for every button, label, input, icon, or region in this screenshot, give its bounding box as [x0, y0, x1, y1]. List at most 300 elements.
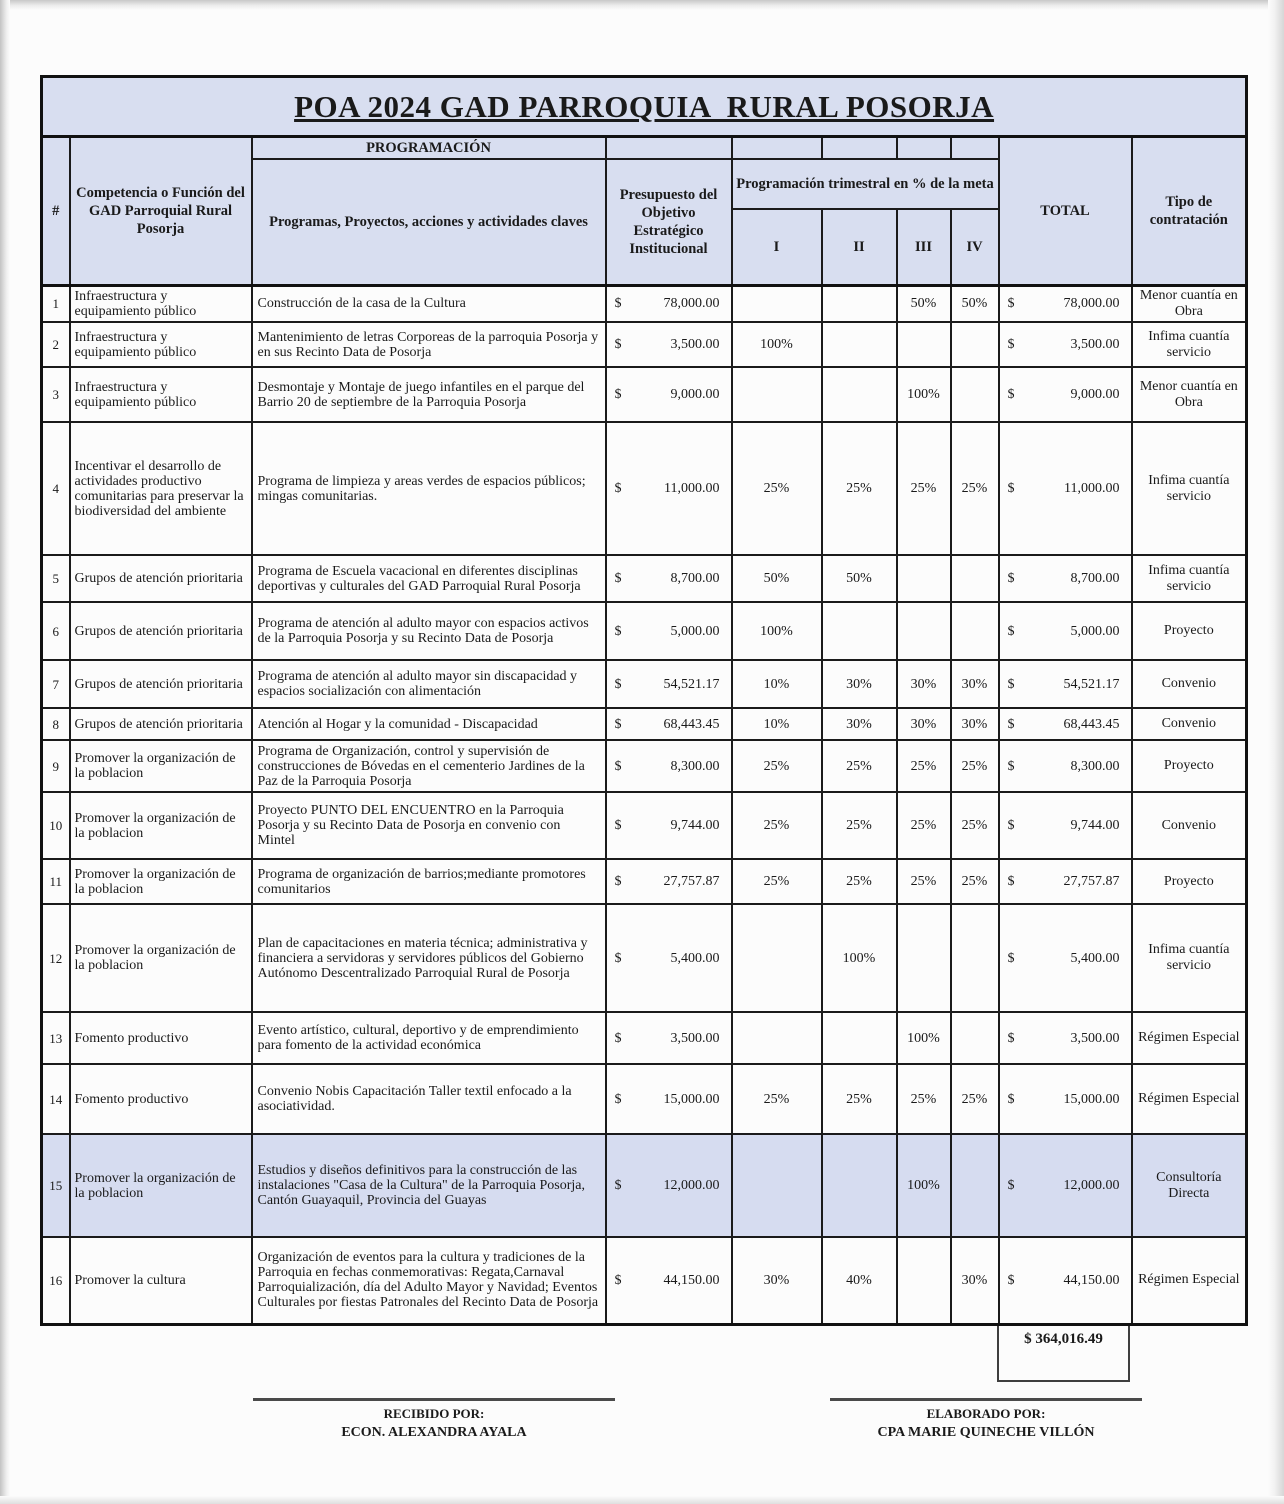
header-spacer-q1: [732, 137, 822, 160]
currency-symbol: $: [1007, 676, 1015, 692]
q4-cell: [951, 555, 999, 602]
table-row: [42, 1237, 1247, 1324]
descripcion-cell-text: Atención al Hogar y la comunidad - Discapacidad: [257, 716, 538, 732]
currency-symbol: $: [1007, 1091, 1015, 1107]
header-row-top: [42, 137, 1247, 160]
row-num: 3: [42, 367, 70, 422]
q2-cell: 25%: [822, 740, 897, 792]
table-row: [42, 555, 1247, 602]
q3-cell: [897, 1237, 951, 1324]
amount-value: 8,300.00: [1070, 758, 1120, 774]
row-num: 1: [42, 285, 70, 322]
amount-value: 5,000.00: [1070, 623, 1120, 639]
table-row: [42, 602, 1247, 660]
descripcion-cell-text: Programa de atención al adulto mayor sin discapacidad y espacios socialización con alimentación: [257, 669, 578, 700]
col-header-num: #: [42, 137, 70, 286]
competencia-cell: [70, 422, 252, 555]
q1-cell: 10%: [732, 660, 822, 708]
currency-symbol: $: [1007, 1030, 1015, 1046]
descripcion-cell-text: Programa de Escuela vacacional en diferentes disciplinas deportivas y culturales del GAD Parroquial Rural Posorja: [257, 563, 581, 594]
table-row: [42, 322, 1247, 367]
competencia-cell: [70, 660, 252, 708]
q1-cell: [732, 1134, 822, 1237]
table-row: [42, 422, 1247, 555]
currency-symbol: $: [614, 481, 622, 497]
currency-symbol: $: [614, 1178, 622, 1194]
total-cell: [999, 322, 1132, 367]
page-edge-right: [1268, 0, 1284, 1504]
total-cell: [999, 602, 1132, 660]
tipo-cell: Infima cuantía servicio: [1132, 904, 1247, 1012]
competencia-cell: [70, 708, 252, 740]
currency-symbol: $: [614, 1272, 622, 1288]
row-num: 13: [42, 1012, 70, 1064]
row-num: 7: [42, 660, 70, 708]
col-header-competencia: Competencia o Función del GAD Parroquial Rural Posorja: [70, 137, 252, 286]
q4-cell: [951, 367, 999, 422]
total-cell: [999, 555, 1132, 602]
total-cell: [999, 1134, 1132, 1237]
currency-symbol: $: [614, 387, 622, 403]
total-cell: [999, 708, 1132, 740]
row-num: 16: [42, 1237, 70, 1324]
presupuesto-cell: [606, 602, 732, 660]
amount-value: 68,443.45: [1063, 716, 1120, 732]
descripcion-cell: [252, 555, 606, 602]
row-num: 11: [42, 859, 70, 904]
q2-cell: 25%: [822, 422, 897, 555]
presupuesto-cell: [606, 660, 732, 708]
descripcion-cell-text: Estudios y diseños definitivos para la construcción de las instalaciones "Casa de la Cultura" de la Parroquia Posorja, Cantón Guayaquil, Provincia del Guayas: [257, 1163, 586, 1209]
presupuesto-cell: [606, 740, 732, 792]
amount-value: 9,000.00: [1070, 387, 1120, 403]
q2-cell: [822, 322, 897, 367]
q2-cell: 100%: [822, 904, 897, 1012]
amount-value: 12,000.00: [663, 1178, 720, 1194]
header-spacer-presupuesto: [606, 137, 732, 160]
col-header-tipo: Tipo de contratación: [1132, 137, 1247, 286]
q1-cell: [732, 904, 822, 1012]
col-header-trimestral: Programación trimestral en % de la meta: [732, 159, 999, 209]
currency-symbol: $: [1007, 387, 1015, 403]
competencia-cell: [70, 1012, 252, 1064]
amount-value: 15,000.00: [1063, 1091, 1120, 1107]
competencia-cell-text: Promover la organización de la poblacion: [74, 751, 236, 782]
q4-cell: 25%: [951, 859, 999, 904]
competencia-cell-text: Incentivar el desarrollo de actividades productivo comunitarias para preservar la biodiversidad del ambiente: [74, 458, 244, 519]
row-num: 5: [42, 555, 70, 602]
tipo-cell: Proyecto: [1132, 859, 1247, 904]
table-row: [42, 367, 1247, 422]
amount-value: 9,744.00: [670, 818, 720, 834]
row-num: 10: [42, 792, 70, 859]
descripcion-cell-text: Programa de limpieza y areas verdes de espacios públicos; mingas comunitarias.: [257, 473, 586, 504]
q4-cell: 30%: [951, 708, 999, 740]
presupuesto-cell: [606, 285, 732, 322]
currency-symbol: $: [614, 571, 622, 587]
amount-value: 44,150.00: [663, 1272, 720, 1288]
signature-name: CPA MARIE QUINECHE VILLÓN: [877, 1425, 1095, 1440]
tipo-cell: Menor cuantía en Obra: [1132, 285, 1247, 322]
poa-document: [40, 75, 1245, 1382]
descripcion-cell-text: Evento artístico, cultural, deportivo y de emprendimiento para fomento de la actividad económica: [257, 1023, 579, 1054]
total-cell: [999, 904, 1132, 1012]
currency-symbol: $: [1007, 818, 1015, 834]
signature-line: [830, 1398, 1142, 1401]
competencia-cell: [70, 602, 252, 660]
amount-value: 44,150.00: [1063, 1272, 1120, 1288]
col-header-q2: II: [822, 209, 897, 285]
table-row: [42, 708, 1247, 740]
amount-value: 8,700.00: [670, 571, 720, 587]
competencia-cell-text: Promover la organización de la poblacion: [74, 810, 236, 841]
row-num: 15: [42, 1134, 70, 1237]
descripcion-cell-text: Desmontaje y Montaje de juego infantiles en el parque del Barrio 20 de septiembre de la Parroquia Posorja: [257, 379, 585, 410]
presupuesto-cell: [606, 322, 732, 367]
table-row: [42, 660, 1247, 708]
presupuesto-cell: [606, 859, 732, 904]
currency-symbol: $: [614, 676, 622, 692]
tipo-cell: Convenio: [1132, 792, 1247, 859]
currency-symbol: $: [1007, 623, 1015, 639]
amount-value: 11,000.00: [664, 481, 720, 497]
competencia-cell-text: Grupos de atención prioritaria: [74, 571, 243, 587]
amount-value: 68,443.45: [663, 716, 720, 732]
q3-cell: [897, 904, 951, 1012]
competencia-cell: [70, 555, 252, 602]
amount-value: 54,521.17: [1063, 676, 1120, 692]
amount-value: 3,500.00: [670, 337, 720, 353]
competencia-cell-text: Grupos de atención prioritaria: [74, 676, 243, 692]
q4-cell: 50%: [951, 285, 999, 322]
col-header-programacion: PROGRAMACIÓN: [252, 137, 606, 160]
q2-cell: 25%: [822, 792, 897, 859]
q1-cell: [732, 1012, 822, 1064]
col-header-total: TOTAL: [999, 137, 1132, 286]
presupuesto-cell: [606, 1064, 732, 1134]
page-edge-left: [0, 0, 10, 1504]
poa-table: [40, 75, 1248, 1326]
descripcion-cell-text: Proyecto PUNTO DEL ENCUENTRO en la Parroquia Posorja y su Recinto Data de Posorja en convenio con Mintel: [257, 803, 564, 849]
amount-value: 78,000.00: [1063, 296, 1120, 312]
descripcion-cell-text: Organización de eventos para la cultura y tradiciones de la Parroquia en fechas conmemorativas: Regata,Carnaval Parroquialización, día del Adulto Mayor y Navidad; Eventos Culturales por fiestas Patronales del Recinto Data de Posorja: [257, 1250, 599, 1311]
currency-symbol: $: [614, 337, 622, 353]
tipo-cell: Régimen Especial: [1132, 1237, 1247, 1324]
q1-cell: 30%: [732, 1237, 822, 1324]
col-header-q4: IV: [951, 209, 999, 285]
q1-cell: 25%: [732, 859, 822, 904]
descripcion-cell-text: Programa de Organización, control y supervisión de construcciones de Bóvedas en el cementerio Jardines de la Paz de la Parroquia Posorja: [257, 743, 585, 789]
total-cell: [999, 792, 1132, 859]
descripcion-cell: [252, 422, 606, 555]
q2-cell: 50%: [822, 555, 897, 602]
q4-cell: [951, 322, 999, 367]
currency-symbol: $: [614, 623, 622, 639]
competencia-cell: [70, 367, 252, 422]
q2-cell: [822, 1134, 897, 1237]
presupuesto-cell: [606, 367, 732, 422]
q3-cell: 100%: [897, 367, 951, 422]
table-row: [42, 1064, 1247, 1134]
q2-cell: [822, 367, 897, 422]
grand-total-box: [997, 1326, 1130, 1382]
competencia-cell-text: Grupos de atención prioritaria: [74, 716, 243, 732]
q3-cell: 25%: [897, 422, 951, 555]
presupuesto-cell: [606, 1134, 732, 1237]
descripcion-cell: [252, 285, 606, 322]
q4-cell: [951, 1012, 999, 1064]
tipo-cell: Convenio: [1132, 660, 1247, 708]
q1-cell: [732, 285, 822, 322]
descripcion-cell: [252, 792, 606, 859]
presupuesto-cell: [606, 555, 732, 602]
table-row: [42, 740, 1247, 792]
q2-cell: 30%: [822, 660, 897, 708]
amount-value: 9,000.00: [670, 387, 720, 403]
q4-cell: 25%: [951, 422, 999, 555]
competencia-cell-text: Fomento productivo: [74, 1091, 189, 1107]
q3-cell: 50%: [897, 285, 951, 322]
total-cell: [999, 1012, 1132, 1064]
descripcion-cell: [252, 602, 606, 660]
competencia-cell: [70, 1064, 252, 1134]
q2-cell: 25%: [822, 1064, 897, 1134]
total-cell: [999, 740, 1132, 792]
row-num: 9: [42, 740, 70, 792]
currency-symbol: $: [614, 818, 622, 834]
descripcion-cell-text: Programa de organización de barrios;mediante promotores comunitarios: [257, 866, 586, 897]
grand-total-value: $ 364,016.49: [1024, 1330, 1103, 1347]
q3-cell: 25%: [897, 1064, 951, 1134]
competencia-cell: [70, 285, 252, 322]
competencia-cell-text: Promover la organización de la poblacion: [74, 1170, 236, 1201]
col-header-presupuesto: Presupuesto del Objetivo Estratégico Institucional: [606, 159, 732, 285]
tipo-cell: Convenio: [1132, 708, 1247, 740]
amount-value: 3,500.00: [1070, 337, 1120, 353]
currency-symbol: $: [614, 1091, 622, 1107]
competencia-cell-text: Fomento productivo: [74, 1030, 189, 1046]
currency-symbol: $: [1007, 950, 1015, 966]
currency-symbol: $: [614, 1030, 622, 1046]
currency-symbol: $: [614, 758, 622, 774]
descripcion-cell-text: Construcción de la casa de la Cultura: [257, 296, 466, 312]
presupuesto-cell: [606, 904, 732, 1012]
competencia-cell: [70, 740, 252, 792]
q2-cell: [822, 602, 897, 660]
table-row: [42, 904, 1247, 1012]
q2-cell: 40%: [822, 1237, 897, 1324]
q3-cell: 30%: [897, 660, 951, 708]
presupuesto-cell: [606, 422, 732, 555]
descripcion-cell-text: Plan de capacitaciones en materia técnica; administrativa y financiera a servidoras y servidores públicos del Gobierno Autónomo Descentralizado Parroquial Rural de Posorja: [257, 935, 588, 981]
competencia-cell: [70, 859, 252, 904]
tipo-cell: Proyecto: [1132, 740, 1247, 792]
descripcion-cell-text: Programa de atención al adulto mayor con espacios activos de la Parroquia Posorja y su Recinto Data de Posorja: [257, 616, 589, 647]
page-edge-top: [0, 0, 1284, 10]
q1-cell: 25%: [732, 792, 822, 859]
competencia-cell-text: Infraestructura y equipamiento público: [74, 288, 197, 319]
q3-cell: 25%: [897, 859, 951, 904]
amount-value: 3,500.00: [1070, 1030, 1120, 1046]
total-cell: [999, 1237, 1132, 1324]
q4-cell: 25%: [951, 740, 999, 792]
signature-name: ECON. ALEXANDRA AYALA: [341, 1425, 527, 1440]
total-cell: [999, 367, 1132, 422]
amount-value: 11,000.00: [1064, 481, 1120, 497]
competencia-cell: [70, 322, 252, 367]
col-header-programas: Programas, Proyectos, acciones y actividades claves: [252, 159, 606, 285]
amount-value: 12,000.00: [1063, 1178, 1120, 1194]
q3-cell: 100%: [897, 1134, 951, 1237]
q1-cell: 100%: [732, 602, 822, 660]
amount-value: 9,744.00: [1070, 818, 1120, 834]
descripcion-cell: [252, 740, 606, 792]
competencia-cell-text: Grupos de atención prioritaria: [74, 623, 243, 639]
presupuesto-cell: [606, 1237, 732, 1324]
amount-value: 8,700.00: [1070, 571, 1120, 587]
currency-symbol: $: [614, 950, 622, 966]
q2-cell: [822, 1012, 897, 1064]
total-cell: [999, 859, 1132, 904]
amount-value: 78,000.00: [663, 296, 720, 312]
amount-value: 27,757.87: [663, 874, 720, 890]
row-num: 12: [42, 904, 70, 1012]
amount-value: 27,757.87: [1063, 874, 1120, 890]
signature-label: ELABORADO POR:: [926, 1406, 1046, 1421]
q1-cell: 25%: [732, 422, 822, 555]
col-header-q3: III: [897, 209, 951, 285]
tipo-cell: Régimen Especial: [1132, 1064, 1247, 1134]
competencia-cell-text: Promover la organización de la poblacion: [74, 866, 236, 897]
tipo-cell: Menor cuantía en Obra: [1132, 367, 1247, 422]
amount-value: 5,400.00: [1070, 950, 1120, 966]
presupuesto-cell: [606, 1012, 732, 1064]
q4-cell: [951, 904, 999, 1012]
table-header: [42, 77, 1247, 286]
currency-symbol: $: [1007, 296, 1015, 312]
tipo-cell: Infima cuantía servicio: [1132, 322, 1247, 367]
q3-cell: 25%: [897, 740, 951, 792]
competencia-cell-text: Promover la cultura: [74, 1272, 186, 1288]
q3-cell: [897, 602, 951, 660]
q1-cell: 50%: [732, 555, 822, 602]
currency-symbol: $: [1007, 481, 1015, 497]
currency-symbol: $: [1007, 1272, 1015, 1288]
q1-cell: [732, 367, 822, 422]
descripcion-cell: [252, 322, 606, 367]
row-num: 14: [42, 1064, 70, 1134]
currency-symbol: $: [1007, 571, 1015, 587]
descripcion-cell: [252, 904, 606, 1012]
descripcion-cell: [252, 1134, 606, 1237]
amount-value: 5,000.00: [670, 623, 720, 639]
tipo-cell: Infima cuantía servicio: [1132, 555, 1247, 602]
table-row: [42, 285, 1247, 322]
q2-cell: [822, 285, 897, 322]
competencia-cell: [70, 792, 252, 859]
descripcion-cell: [252, 859, 606, 904]
amount-value: 3,500.00: [670, 1030, 720, 1046]
currency-symbol: $: [1007, 758, 1015, 774]
page-title: POA 2024 GAD PARROQUIA RURAL POSORJA: [42, 77, 1247, 137]
q3-cell: [897, 322, 951, 367]
amount-value: 5,400.00: [670, 950, 720, 966]
total-cell: [999, 422, 1132, 555]
signature-block-elaborado: [830, 1398, 1142, 1441]
signature-block-recibido: [253, 1398, 615, 1441]
competencia-cell-text: Infraestructura y equipamiento público: [74, 329, 197, 360]
q4-cell: 25%: [951, 1064, 999, 1134]
currency-symbol: $: [614, 716, 622, 732]
title-row: [42, 77, 1247, 137]
tipo-cell: Régimen Especial: [1132, 1012, 1247, 1064]
total-cell: [999, 660, 1132, 708]
table-body: [42, 285, 1247, 1324]
amount-value: 8,300.00: [670, 758, 720, 774]
tipo-cell: Infima cuantía servicio: [1132, 422, 1247, 555]
q1-cell: 100%: [732, 322, 822, 367]
q3-cell: 25%: [897, 792, 951, 859]
q4-cell: [951, 602, 999, 660]
presupuesto-cell: [606, 792, 732, 859]
signature-line: [253, 1398, 615, 1401]
q3-cell: [897, 555, 951, 602]
amount-value: 54,521.17: [663, 676, 720, 692]
total-cell: [999, 285, 1132, 322]
signature-label: RECIBIDO POR:: [383, 1406, 485, 1421]
q1-cell: 25%: [732, 740, 822, 792]
currency-symbol: $: [1007, 716, 1015, 732]
q2-cell: 25%: [822, 859, 897, 904]
currency-symbol: $: [1007, 337, 1015, 353]
competencia-cell-text: Infraestructura y equipamiento público: [74, 379, 197, 410]
competencia-cell-text: Promover la organización de la poblacion: [74, 943, 236, 974]
competencia-cell: [70, 904, 252, 1012]
row-num: 2: [42, 322, 70, 367]
row-num: 4: [42, 422, 70, 555]
descripcion-cell-text: Convenio Nobis Capacitación Taller textil enfocado a la asociatividad.: [257, 1084, 572, 1115]
descripcion-cell: [252, 367, 606, 422]
q4-cell: [951, 1134, 999, 1237]
currency-symbol: $: [1007, 1178, 1015, 1194]
presupuesto-cell: [606, 708, 732, 740]
tipo-cell: Proyecto: [1132, 602, 1247, 660]
descripcion-cell: [252, 1012, 606, 1064]
row-num: 8: [42, 708, 70, 740]
descripcion-cell: [252, 660, 606, 708]
header-spacer-q2: [822, 137, 897, 160]
descripcion-cell-text: Mantenimiento de letras Corporeas de la parroquia Posorja y en sus Recinto Data de Posorja: [257, 329, 599, 360]
q2-cell: 30%: [822, 708, 897, 740]
col-header-q1: I: [732, 209, 822, 285]
row-num: 6: [42, 602, 70, 660]
table-row: [42, 859, 1247, 904]
q3-cell: 30%: [897, 708, 951, 740]
total-cell: [999, 1064, 1132, 1134]
descripcion-cell: [252, 708, 606, 740]
currency-symbol: $: [614, 874, 622, 890]
currency-symbol: $: [1007, 874, 1015, 890]
currency-symbol: $: [614, 296, 622, 312]
competencia-cell: [70, 1237, 252, 1324]
competencia-cell: [70, 1134, 252, 1237]
q3-cell: 100%: [897, 1012, 951, 1064]
q1-cell: 25%: [732, 1064, 822, 1134]
table-row: [42, 1012, 1247, 1064]
q1-cell: 10%: [732, 708, 822, 740]
table-row: [42, 1134, 1247, 1237]
amount-value: 15,000.00: [663, 1091, 720, 1107]
